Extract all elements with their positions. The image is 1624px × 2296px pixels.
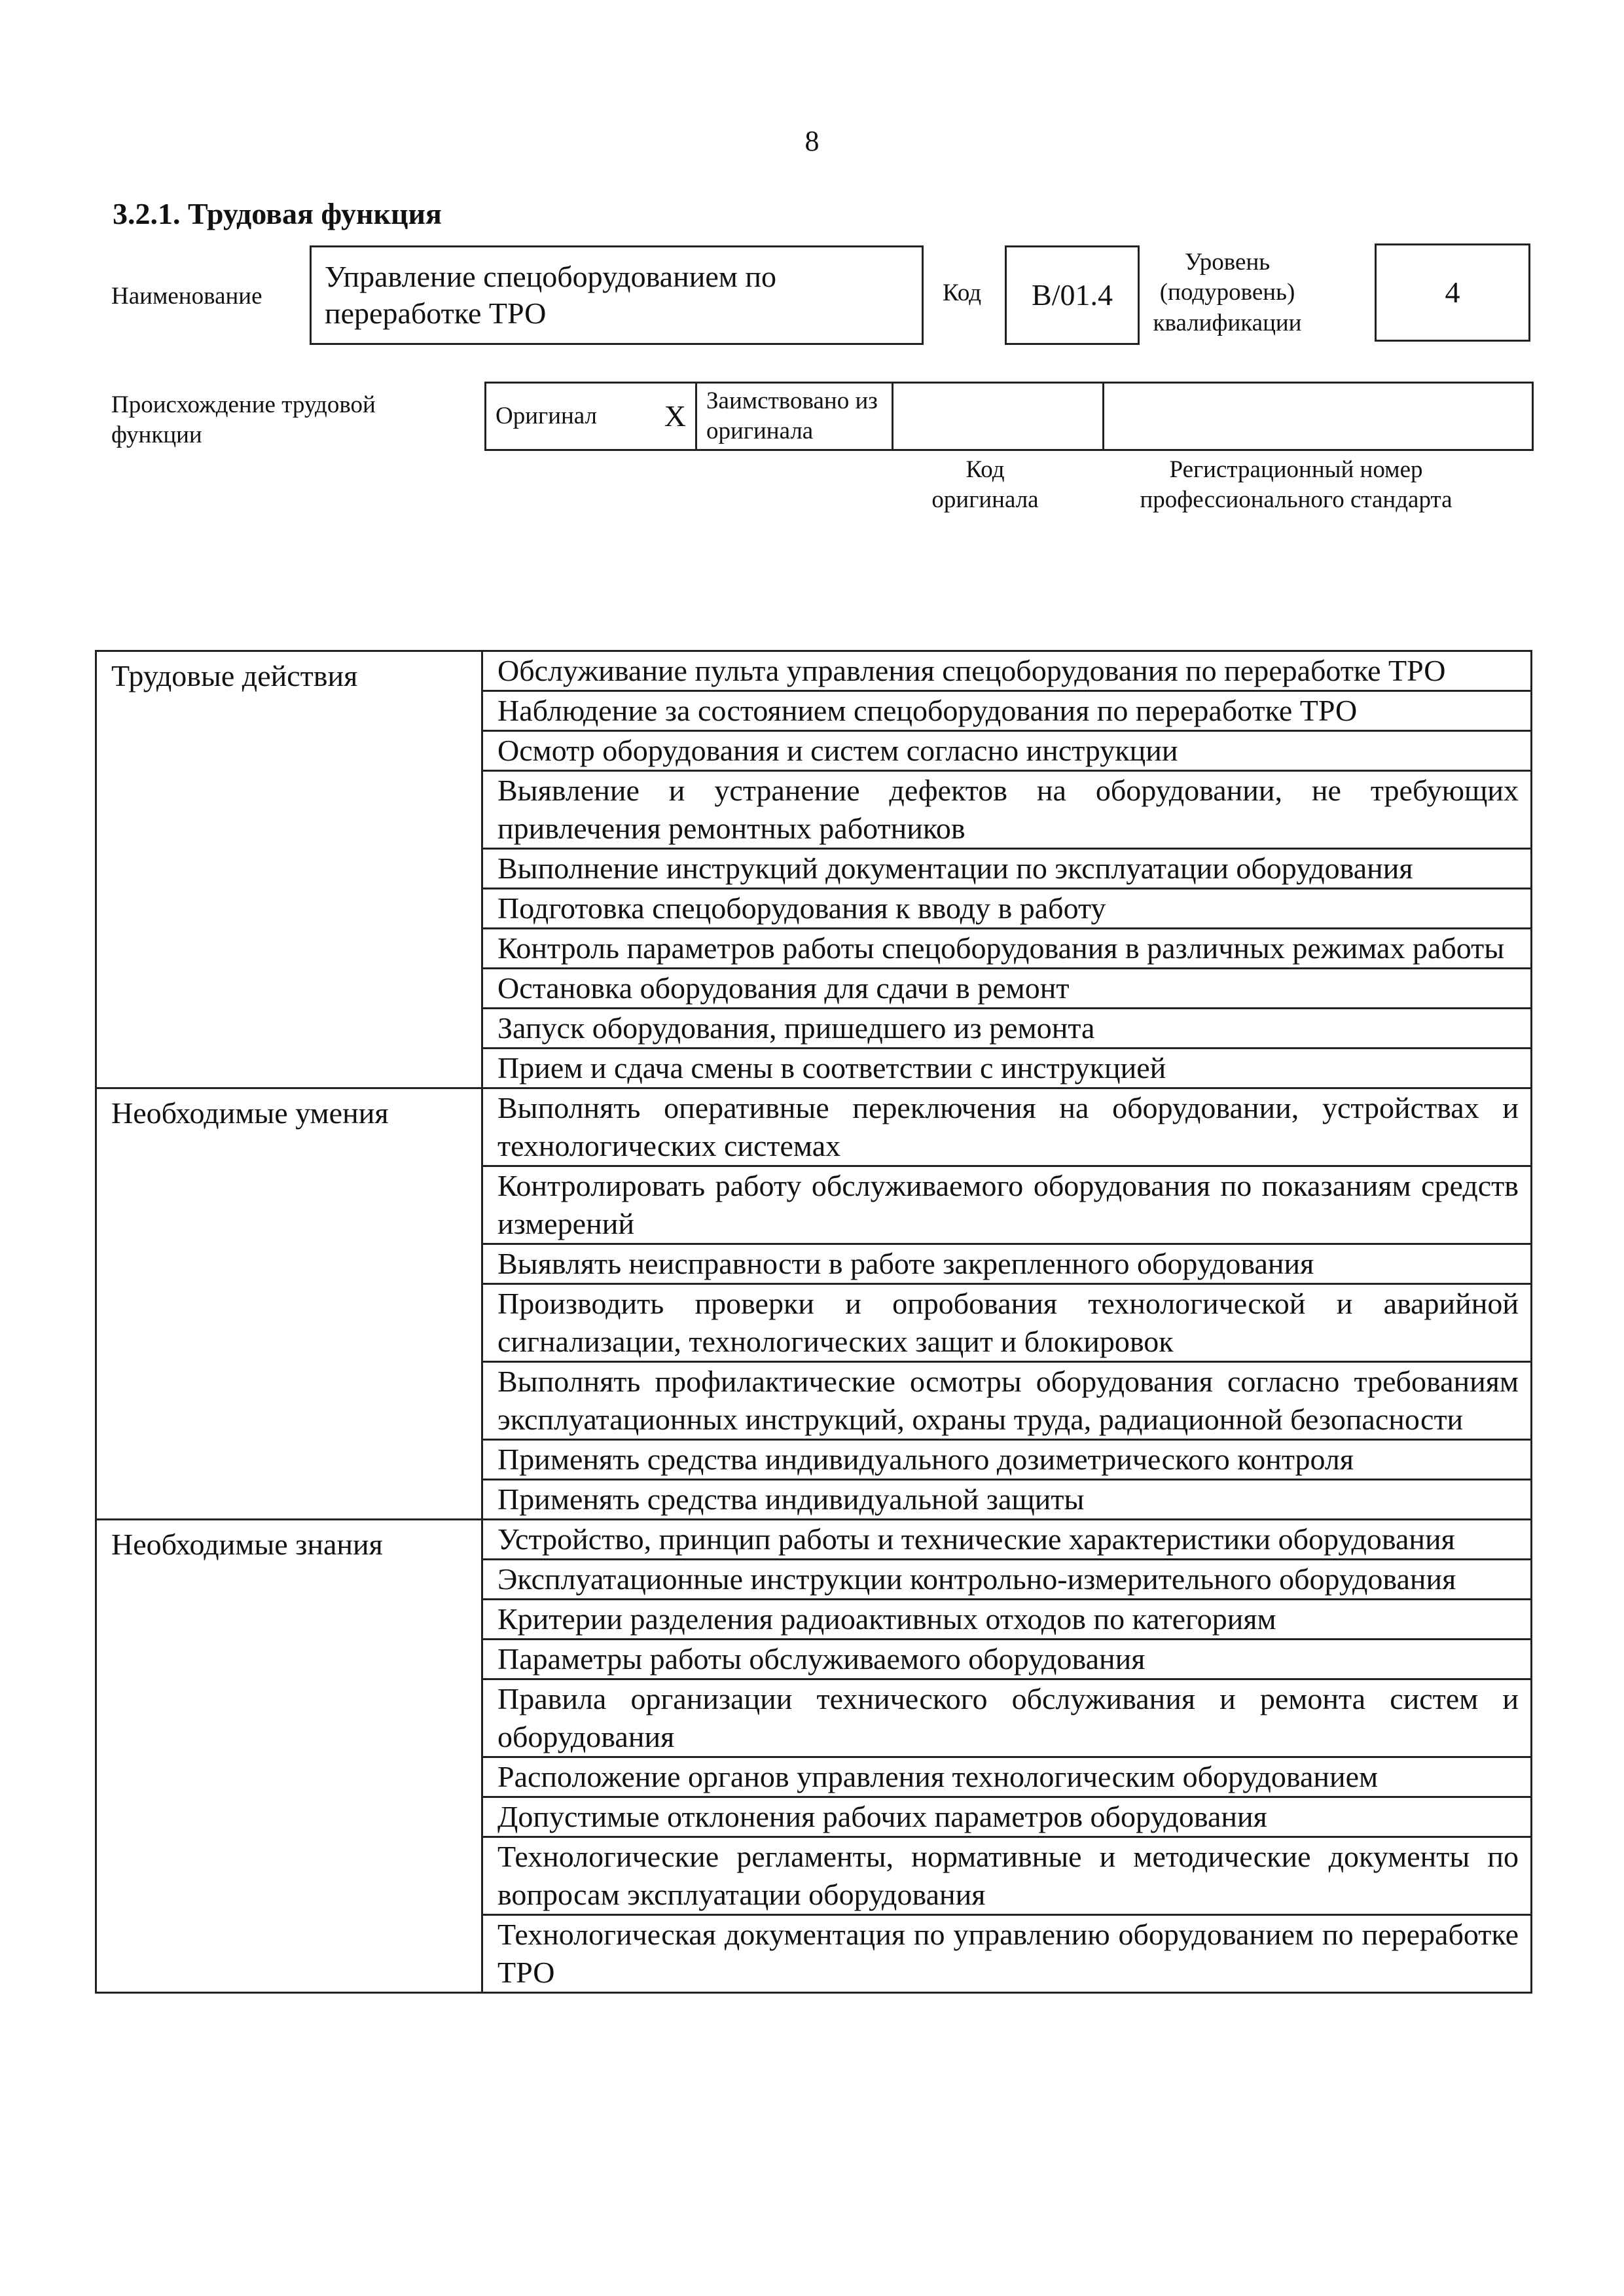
table-row (96, 1520, 1532, 1560)
table-cell-item: Выявлять неисправности в работе закрепленного оборудования (482, 1244, 1532, 1284)
table-cell-item: Наблюдение за состоянием спецоборудования по переработке ТРО (482, 691, 1532, 731)
origin-reg-caption: Регистрационный номер профессионального стандарта (1140, 456, 1453, 514)
table-cell-item: Параметры работы обслуживаемого оборудования (482, 1640, 1532, 1679)
section-title: 3.2.1. Трудовая функция (113, 197, 442, 230)
table-cell-item: Контроль параметров работы спецоборудования в различных режимах работы (482, 929, 1532, 969)
code-field (1005, 245, 1140, 345)
origin-code-cell (893, 383, 1104, 450)
name-value: Управление спецоборудованием по переработке ТРО (325, 259, 776, 330)
table-cell-item: Контролировать работу обслуживаемого оборудования по показаниям средств измерений (482, 1166, 1532, 1244)
origin-code-caption: Код оригинала (931, 456, 1039, 514)
code-label: Код (943, 279, 982, 306)
table-cell-item: Допустимые отклонения рабочих параметров оборудования (482, 1797, 1532, 1837)
table-cell-item: Остановка оборудования для сдачи в ремонт (482, 969, 1532, 1009)
section-title-cell: Необходимые умения (96, 1088, 482, 1520)
code-value: B/01.4 (1032, 278, 1113, 312)
table-row (96, 651, 1532, 691)
table-cell-item: Расположение органов управления технологическим оборудованием (482, 1757, 1532, 1797)
table-cell-item: Технологическая документация по управлению оборудованием по переработке ТРО (482, 1915, 1532, 1993)
borrowed-label: Заимствовано из оригинала (706, 387, 878, 444)
table-cell-item: Применять средства индивидуального дозиметрического контроля (482, 1440, 1532, 1480)
table-cell-item: Подготовка спецоборудования к вводу в работу (482, 889, 1532, 929)
origin-borrowed-cell (696, 383, 893, 450)
table-cell-item: Устройство, принцип работы и технические характеристики оборудования (482, 1520, 1532, 1560)
table-cell-item: Выявление и устранение дефектов на оборудовании, не требующих привлечения ремонтных работников (482, 771, 1532, 849)
original-mark: X (664, 399, 686, 433)
table-cell-item: Прием и сдача смены в соответствии с инструкцией (482, 1049, 1532, 1088)
name-field (310, 245, 924, 345)
origin-table (484, 382, 1534, 451)
origin-reg-cell (1104, 383, 1533, 450)
section-title-cell: Трудовые действия (96, 651, 482, 1088)
table-cell-item: Запуск оборудования, пришедшего из ремонта (482, 1009, 1532, 1049)
table-cell-item: Выполнение инструкций документации по эксплуатации оборудования (482, 849, 1532, 889)
table-cell-item: Применять средства индивидуальной защиты (482, 1480, 1532, 1520)
table-cell-item: Производить проверки и опробования технологической и аварийной сигнализации, технологических защит и блокировок (482, 1284, 1532, 1362)
table-cell-item: Правила организации технического обслуживания и ремонта систем и оборудования (482, 1679, 1532, 1757)
original-label: Оригинал (496, 402, 598, 429)
table-row (96, 1088, 1532, 1166)
table-cell-item: Выполнять профилактические осмотры оборудования согласно требованиям эксплуатационных инструкций, охраны труда, радиационной безопасности (482, 1362, 1532, 1440)
table-cell-item: Критерии разделения радиоактивных отходов по категориям (482, 1600, 1532, 1640)
table-cell-item: Осмотр оборудования и систем согласно инструкции (482, 731, 1532, 771)
section-title-cell: Необходимые знания (96, 1520, 482, 1993)
table-cell-item: Технологические регламенты, нормативные и методические документы по вопросам эксплуатации оборудования (482, 1837, 1532, 1915)
level-label: Уровень (подуровень) квалификации (1153, 249, 1302, 336)
table-cell-item: Эксплуатационные инструкции контрольно-измерительного оборудования (482, 1560, 1532, 1600)
table-cell-item: Обслуживание пульта управления спецоборудования по переработке ТРО (482, 651, 1532, 691)
name-label: Наименование (111, 283, 262, 310)
level-field (1375, 243, 1530, 342)
origin-label: Происхождение трудовой функции (111, 391, 376, 449)
level-value: 4 (1445, 275, 1460, 309)
function-table (95, 650, 1532, 1994)
origin-original-cell (486, 383, 696, 450)
page-number: 8 (804, 125, 820, 157)
table-cell-item: Выполнять оперативные переключения на оборудовании, устройствах и технологических системах (482, 1088, 1532, 1166)
